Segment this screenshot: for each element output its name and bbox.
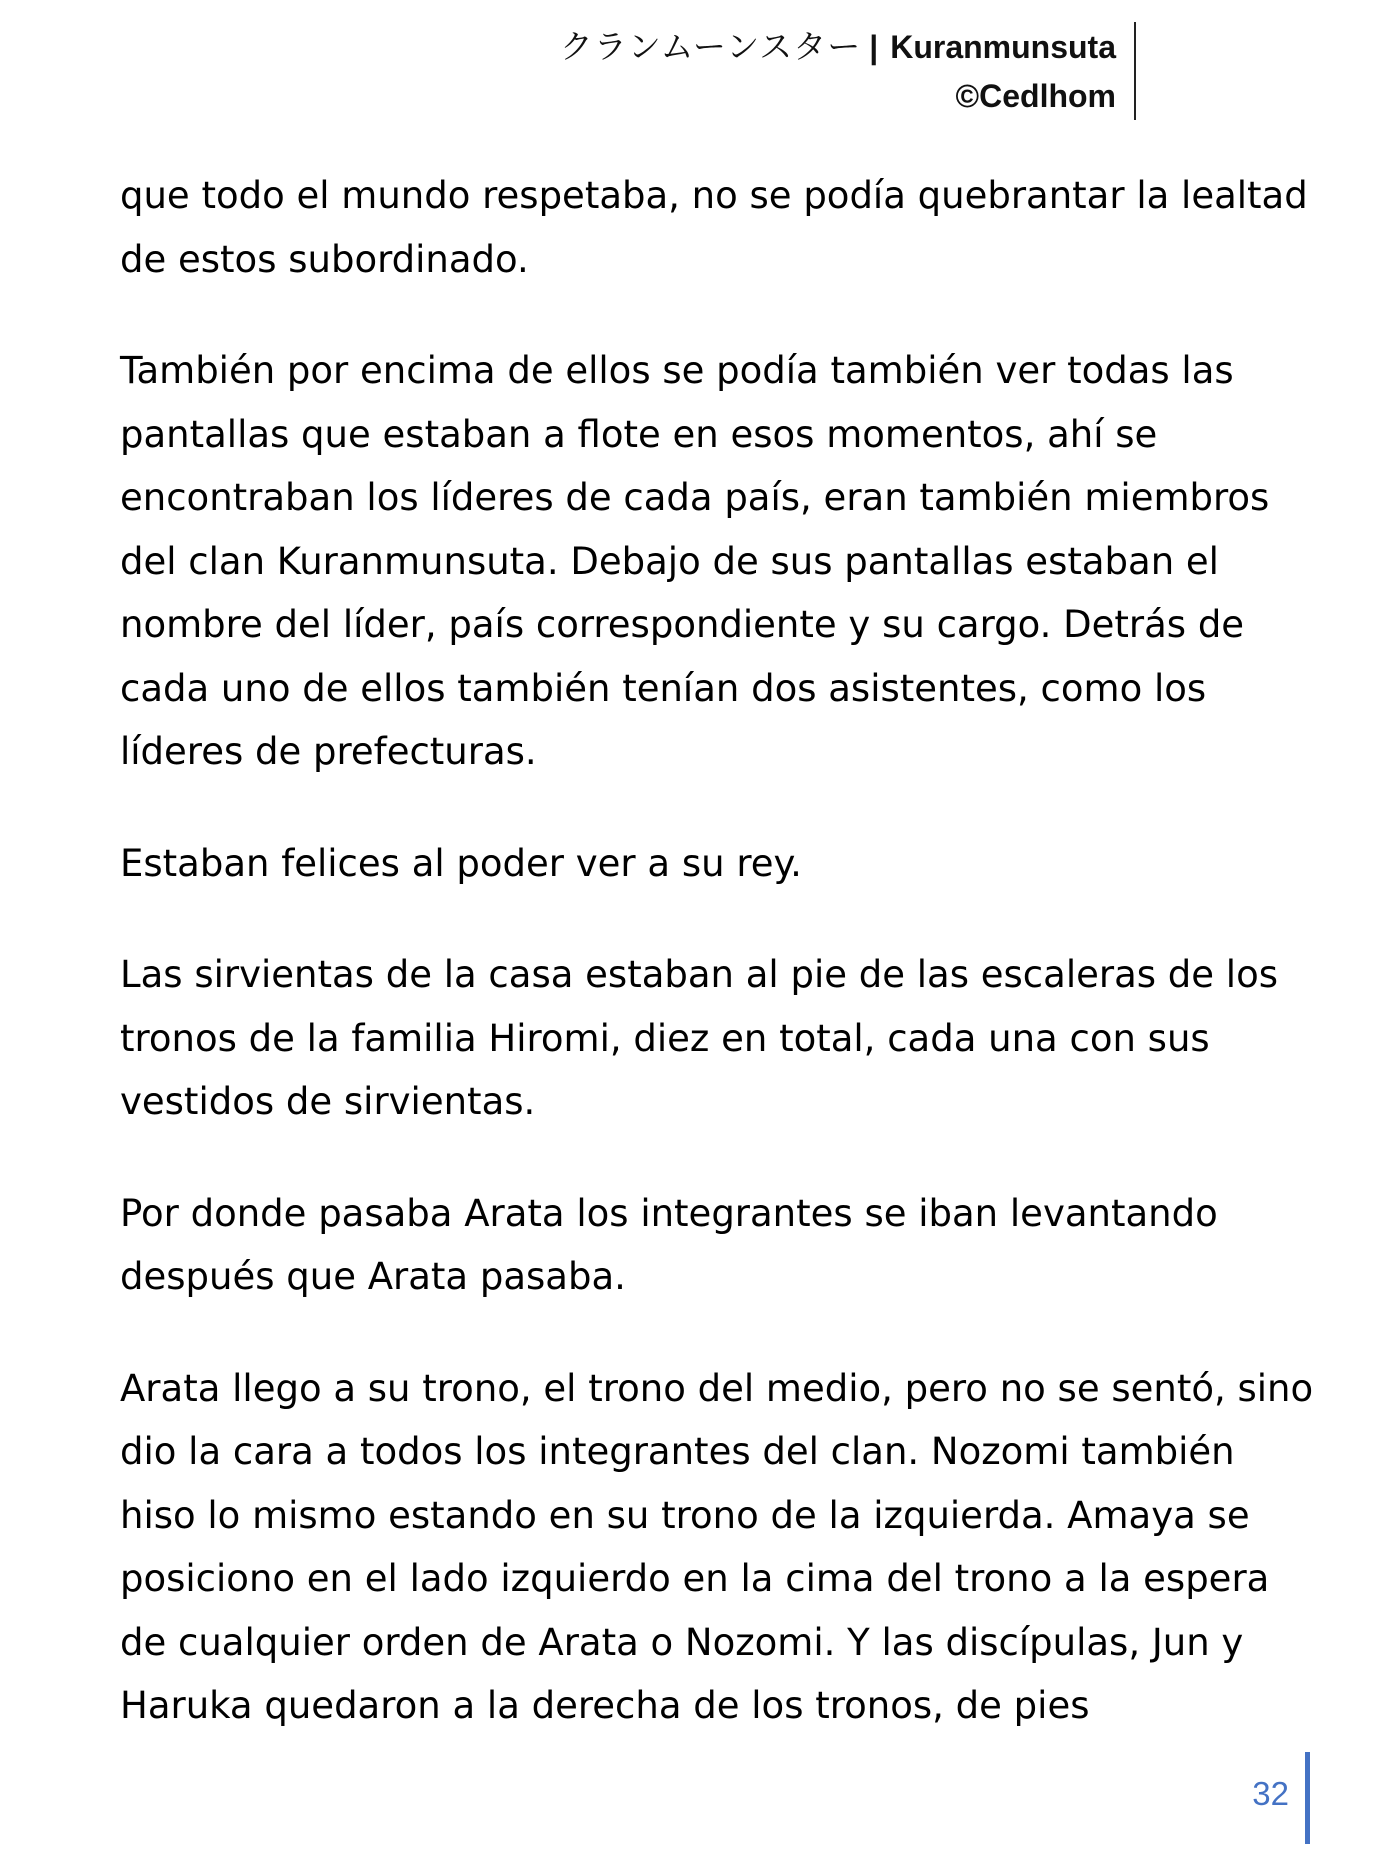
- page-number: 32: [1252, 1775, 1289, 1812]
- paragraph-1: que todo el mundo respetaba, no se podía quebrantar la lealtad de estos subordinado.: [120, 174, 1308, 281]
- paragraph-4: Las sirvientas de la casa estaban al pie de las escaleras de los tronos de la familia Hiromi, diez en total, cada una con sus vestidos de sirvientas.: [120, 953, 1278, 1123]
- body-text: [120, 164, 1320, 1786]
- paragraph-2: También por encima de ellos se podía también ver todas las pantallas que estaban a flote en esos momentos, ahí se encontraban los líderes de cada país, eran también miembros del clan Kuranmunsuta. Debajo de sus pantallas estaban el nombre del líder, país correspondiente y su cargo. Detrás de cada uno de ellos también tenían dos asistentes, como los líderes de prefecturas.: [120, 349, 1270, 773]
- paragraph-5: Por donde pasaba Arata los integrantes se iban levantando después que Arata pasaba.: [120, 1191, 1218, 1298]
- header-copyright: ©Cedlhom: [955, 78, 1116, 114]
- header-title-line: [416, 22, 1116, 72]
- running-header: [416, 22, 1136, 120]
- paragraph-6: Arata llego a su trono, el trono del medio, pero no se sentó, sino dio la cara a todos los integrantes del clan. Nozomi también hiso lo mismo estando en su trono de la izquierda. Amaya se posiciono en el lado izquierdo en la cima del trono a la espera de cualquier orden de Arata o Nozomi. Y las discípulas, Jun y Haruka quedaron a la derecha de los tronos, de pies: [120, 1366, 1314, 1727]
- header-title-english: Kuranmunsuta: [890, 29, 1116, 65]
- paragraph-3: Estaban felices al poder ver a su rey.: [120, 841, 802, 885]
- header-separator: |: [869, 29, 879, 65]
- page-footer: [1240, 1752, 1310, 1844]
- header-title-japanese: クランムーンスター: [559, 27, 862, 66]
